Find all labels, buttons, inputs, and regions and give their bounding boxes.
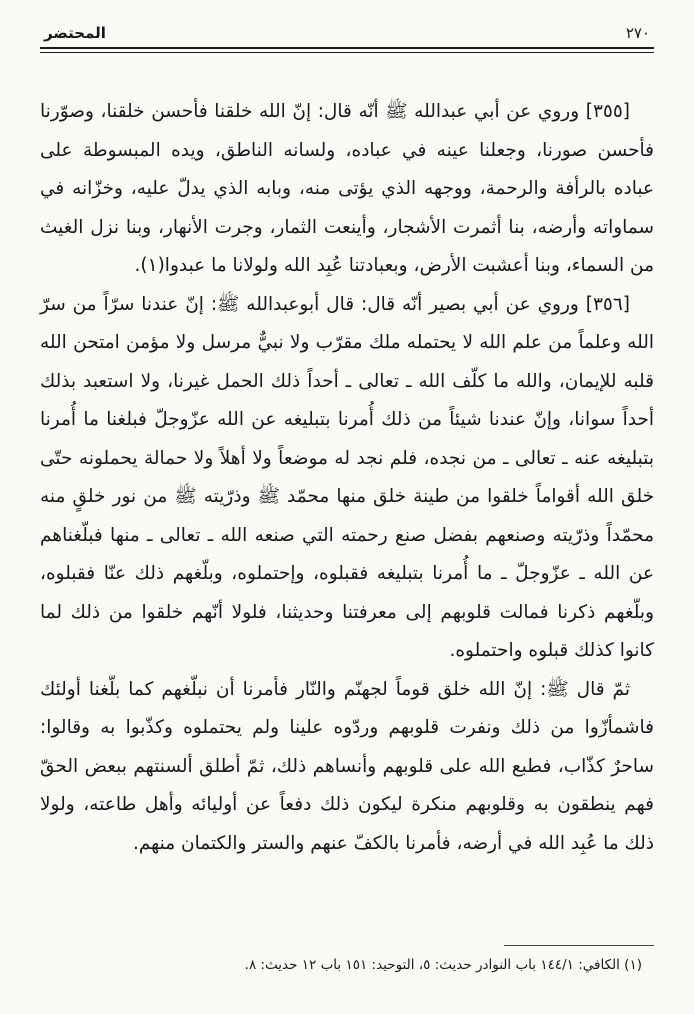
footnote-text: (١) الكافي: ١٤٤/١ باب النوادر حديث: ٥، التوحيد: ١٥١ باب ١٢ حديث: ٨. <box>244 957 642 973</box>
body-text <box>40 93 654 863</box>
book-title: المحتضر <box>44 24 106 42</box>
hadith-paragraph-continuation: ثمّ قال ﷺ: إنّ الله خلق قوماً لجهنّم والنّار فأمرنا أن نبلّغهم كما بلّغنا أولئك فاشمأزّوا من ذلك ونفرت قلوبهم وردّوه علينا ولم يحتملوه وكذّبوا به وقالوا: ساحرٌ كذّاب، فطبع الله على قلوبهم وأنساهم ذلك، ثمّ أطلق ألسنتهم ببعض الحقّ فهم ينطقون به وقلوبهم منكرة ليكون ذلك دفعاً عن أوليائه وأهل طاعته، ولولا ذلك ما عُبِد الله في أرضه، فأمرنا بالكفّ عنهم والستر والكتمان منهم. <box>40 678 654 854</box>
footnote-separator <box>504 945 654 946</box>
hadith-paragraph-356: [٣٥٦] وروي عن أبي بصير أنّه قال: قال أبوعبدالله ﷺ: إنّ عندنا سرّاً من سرّ الله وعلماً من علم الله لا يحتمله ملك مقرّب ولا نبيٌّ مرسل ولا مؤمن امتحن الله قلبه للإيمان، والله ما كلّف الله ـ تعالى ـ أحداً ذلك الحمل غيرنا، ولا استعبد بذلك أحداً سوانا، وإنّ عندنا شيئاً من ذلك أُمرنا بتبليغه عن الله عزّوجلّ فبلغنا ما أُمرنا بتبليغه عنه ـ تعالى ـ من نجده، فلم نجد له موضعاً ولا أهلاً ولا حمالة يحملونه حتّى خلق الله أقواماً خلقوا من طينة خلق منها محمّد ﷺ وذرّيته ﷺ من نور خلقٍ منه محمّداً وذرّيته وصنعهم بفضل صنع رحمته التي صنعه الله ـ تعالى ـ منها فبلّغناهم عن الله ـ عزّوجلّ ـ ما أُمرنا بتبليغه فقبلوه، وإحتملوه، وبلّغهم ذلك عنّا فقبلوه، وبلّغهم ذكرنا فمالت قلوبهم إلى معرفتنا وحديثنا، فلولا أنّهم خلقوا من ذلك لما كانوا كذلك قبلوه واحتملوه. <box>40 293 654 661</box>
header-rule <box>40 47 654 53</box>
page-header <box>40 24 654 47</box>
footnote-area <box>40 945 654 976</box>
page-number: ٢٧٠ <box>625 24 650 42</box>
hadith-paragraph-355: [٣٥٥] وروي عن أبي عبدالله ﷺ أنّه قال: إنّ الله خلقنا فأحسن خلقنا، وصوّرنا فأحسن صورنا، وجعلنا عينه في عباده، ولسانه الناطق، ويده المبسوطة على عباده بالرأفة والرحمة، ووجهه الذي يؤتى منه، وبابه الذي يدلّ عليه، وخزّانه في سماواته وأرضه، بنا أثمرت الأشجار، وأينعت الثمار، وجرت الأنهار، وبنا نزل الغيث من السماء، وبنا أعشبت الأرض، وبعبادتنا عُبِد الله ولولانا ما عبدوا(١). <box>40 101 654 276</box>
